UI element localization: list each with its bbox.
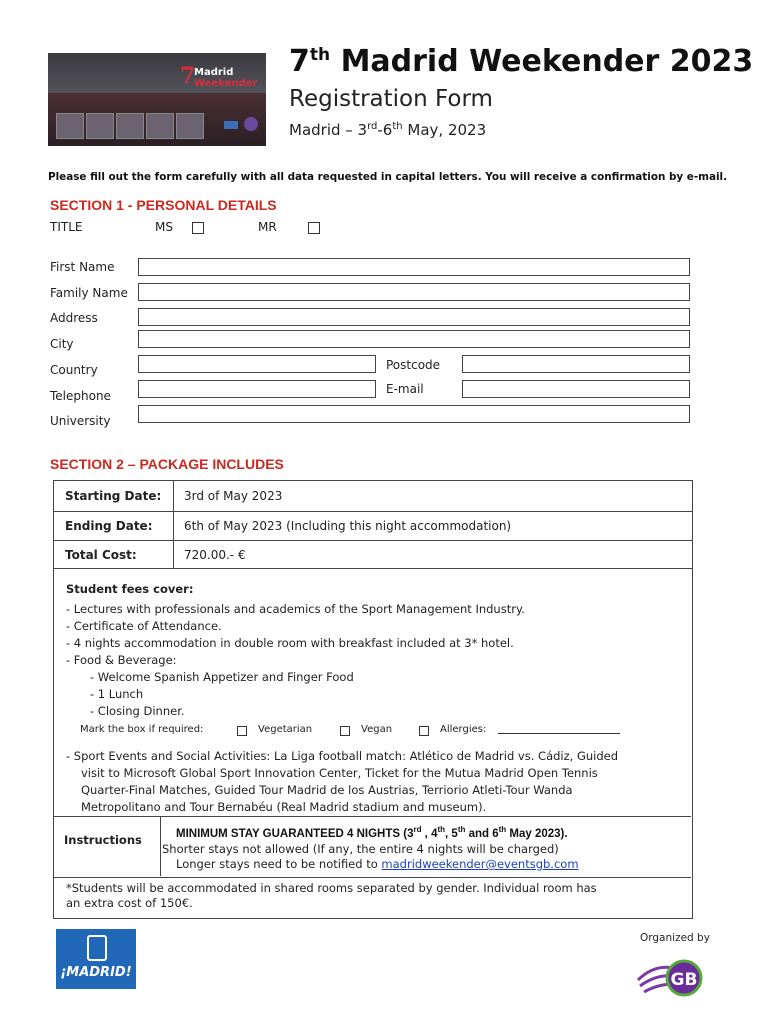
food-item: - 1 Lunch (90, 687, 144, 701)
telephone-label: Telephone (50, 389, 111, 403)
university-label: University (50, 414, 111, 428)
country-field[interactable] (138, 355, 376, 373)
min-stay-text: MINIMUM STAY GUARANTEED 4 NIGHTS (3rd , 4th, 5th and 6th May 2023). (176, 825, 568, 840)
sport-line: - Sport Events and Social Activities: La Liga football match: Atlético de Madrid vs. Cádiz, Guided (66, 749, 619, 763)
table-row (54, 481, 693, 512)
allergies-label: Allergies: (440, 724, 487, 735)
fees-heading: Student fees cover: (66, 582, 194, 596)
ms-checkbox[interactable] (192, 222, 204, 234)
organized-by-label: Organized by (640, 932, 710, 944)
university-field[interactable] (138, 405, 690, 423)
hero-logo-number: 7 (180, 63, 196, 89)
mr-checkbox[interactable] (308, 222, 320, 234)
postcode-field[interactable] (462, 355, 690, 373)
postcode-label: Postcode (386, 358, 441, 372)
family-name-field[interactable] (138, 283, 690, 301)
first-name-field[interactable] (138, 258, 690, 276)
hero-badge-blue (224, 121, 238, 129)
list-item: - 4 nights accommodation in double room with breakfast included at 3* hotel. (66, 636, 514, 650)
food-item: - Closing Dinner. (90, 704, 185, 718)
title-label: TITLE (50, 220, 83, 234)
madrid-city-logo: ¡MADRID! (56, 929, 136, 989)
longer-stays-text: Longer stays need to be notified to madridweekender@eventsgb.com (176, 857, 579, 871)
vegan-checkbox[interactable] (340, 726, 350, 736)
hero-banner-image (48, 53, 266, 146)
shorter-stays-text: Shorter stays not allowed (If any, the entire 4 nights will be charged) (162, 842, 559, 856)
list-item: - Certificate of Attendance. (66, 619, 222, 633)
city-field[interactable] (138, 330, 690, 348)
section2-heading: SECTION 2 – PACKAGE INCLUDES (50, 456, 284, 472)
instructions-label: Instructions (64, 833, 142, 847)
total-cost-value: 720.00.- € (174, 541, 693, 569)
section1-heading: SECTION 1 - PERSONAL DETAILS (50, 197, 277, 213)
first-name-label: First Name (50, 260, 115, 274)
city-label: City (50, 337, 74, 351)
accommodation-note-2: an extra cost of 150€. (66, 896, 193, 910)
telephone-field[interactable] (138, 380, 376, 398)
ending-date-label: Ending Date: (54, 512, 174, 541)
allergies-input-line[interactable] (498, 733, 620, 734)
allergies-checkbox[interactable] (419, 726, 429, 736)
ending-date-value: 6th of May 2023 (Including this night accommodation) (174, 512, 693, 541)
table-row (54, 512, 693, 541)
vegan-label: Vegan (361, 724, 393, 735)
family-name-label: Family Name (50, 286, 128, 300)
vegetarian-label: Vegetarian (258, 724, 313, 735)
address-field[interactable] (138, 308, 690, 326)
vegetarian-checkbox[interactable] (237, 726, 247, 736)
page-title: 7th Madrid Weekender 2023 (289, 44, 754, 79)
total-cost-label: Total Cost: (54, 541, 174, 569)
starting-date-label: Starting Date: (54, 481, 174, 512)
accommodation-note: *Students will be accommodated in shared rooms separated by gender. Individual room has (66, 881, 597, 895)
table-row (54, 541, 693, 569)
country-label: Country (50, 363, 98, 377)
email-field[interactable] (462, 380, 690, 398)
svg-text:GB: GB (670, 970, 698, 990)
address-label: Address (50, 311, 98, 325)
ms-label: MS (155, 220, 173, 234)
email-label: E-mail (386, 382, 424, 396)
diet-prompt: Mark the box if required: (80, 724, 204, 735)
list-item: - Food & Beverage: (66, 653, 177, 667)
form-subtitle: Registration Form (289, 86, 493, 112)
hero-badge-purple (244, 117, 258, 131)
package-table (53, 480, 693, 569)
email-link[interactable]: madridweekender@eventsgb.com (381, 857, 579, 871)
list-item: - Lectures with professionals and academics of the Sport Management Industry. (66, 602, 525, 616)
starting-date-value: 3rd of May 2023 (174, 481, 693, 512)
sport-line: Quarter-Final Matches, Guided Tour Madrid de los Austrias, Terriorio Atleti-Tour Wanda (81, 783, 573, 797)
food-item: - Welcome Spanish Appetizer and Finger Food (90, 670, 354, 684)
mr-label: MR (258, 220, 277, 234)
intro-instructions: Please fill out the form carefully with all data requested in capital letters. You will receive a confirmation by e-mail. (48, 171, 728, 183)
sport-line: Metropolitano and Tour Bernabéu (Real Madrid stadium and museum). (81, 800, 487, 814)
hero-logo-text: Madrid Weekender (194, 67, 258, 89)
event-place-date: Madrid – 3rd-6th May, 2023 (289, 121, 487, 139)
madrid-crest-icon (87, 935, 107, 961)
sport-line: visit to Microsoft Global Sport Innovation Center, Ticket for the Mutua Madrid Open Tennis (81, 766, 598, 780)
events-gb-logo (634, 950, 704, 1000)
